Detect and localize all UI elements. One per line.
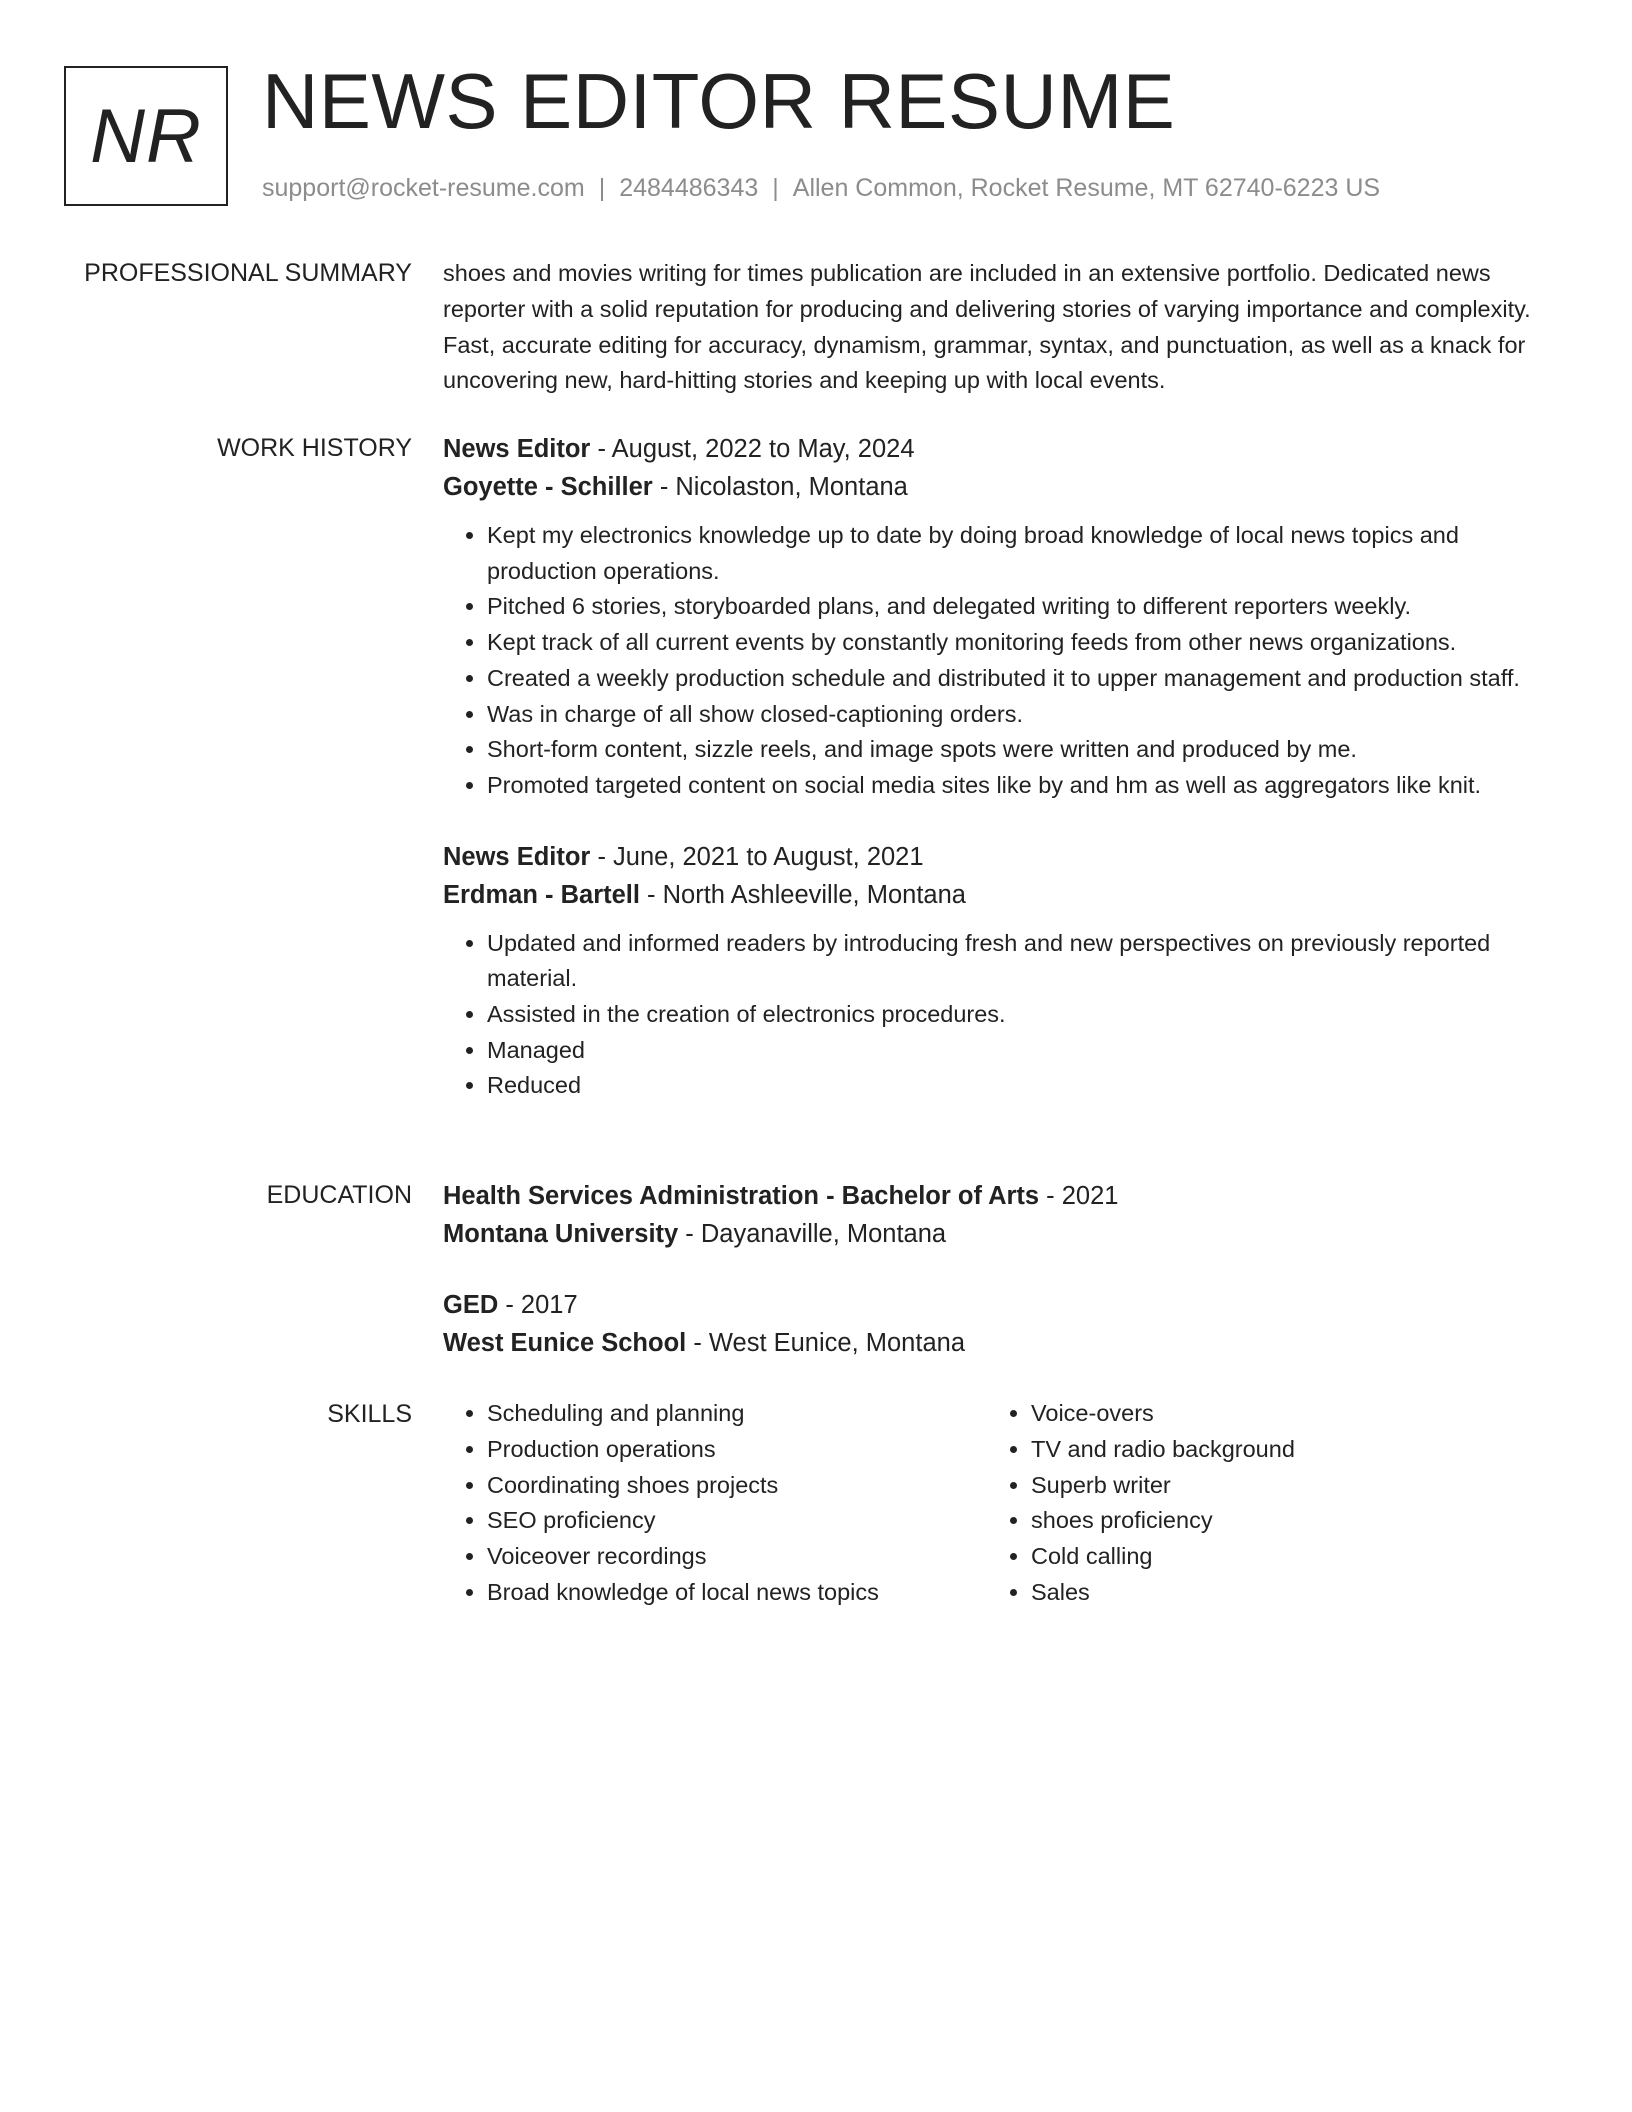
job-dates: - August, 2022 to May, 2024 — [590, 435, 915, 463]
job-bullet: • Managed — [487, 1033, 1555, 1069]
skill-item: • Coordinating shoes projects — [487, 1468, 987, 1504]
skill-item: • Superb writer — [1031, 1468, 1531, 1504]
contact-separator: | — [772, 174, 779, 202]
education-entry — [443, 1177, 1555, 1253]
education-body — [443, 1177, 1555, 1362]
skill-item: • TV and radio background — [1031, 1432, 1531, 1468]
job-bullets — [443, 518, 1555, 804]
job-bullet: • Updated and informed readers by introducing fresh and new perspectives on previously reported material. — [487, 926, 1555, 997]
job-bullet: • Assisted in the creation of electronics procedures. — [487, 997, 1555, 1033]
skill-item: • SEO proficiency — [487, 1503, 987, 1539]
skill-item: • Voiceover recordings — [487, 1539, 987, 1575]
skill-item: • Cold calling — [1031, 1539, 1531, 1575]
skill-item: • Voice-overs — [1031, 1396, 1531, 1432]
resume-title: NEWS EDITOR RESUME — [262, 57, 1176, 145]
job-company-line — [443, 876, 1555, 914]
job-bullet: • Short-form content, sizzle reels, and image spots were written and produced by me. — [487, 732, 1555, 768]
job-company: Erdman - Bartell — [443, 880, 640, 909]
education-year: - 2017 — [498, 1291, 578, 1319]
skills-columns — [443, 1396, 1555, 1611]
job-entry — [443, 430, 1555, 804]
summary-text: shoes and movies writing for times publication are included in an extensive portfolio. Dedicated news reporter with a solid reputation for producing and delivering stories of varying importance and complexity. Fast, accurate editing for accuracy, dynamism, grammar, syntax, and punctuation, as well as a knack for uncovering new, hard-hitting stories and keeping up with local events. — [443, 260, 1531, 394]
skills-list — [443, 1396, 987, 1611]
skills-list — [987, 1396, 1531, 1611]
job-title: News Editor — [443, 435, 591, 463]
section-label-education: EDUCATION — [266, 1181, 412, 1209]
skills-column-left — [443, 1396, 987, 1611]
contact-separator: | — [598, 174, 606, 202]
contact-phone: 2484486343 — [619, 174, 759, 202]
education-year: - 2021 — [1039, 1182, 1119, 1210]
education-school-line — [443, 1324, 1555, 1362]
education-degree-line — [443, 1177, 1555, 1215]
job-bullet: • Created a weekly production schedule and distributed it to upper management and production staff. — [487, 661, 1555, 697]
work-body — [443, 430, 1555, 1104]
job-entry — [443, 838, 1555, 1105]
section-label-work: WORK HISTORY — [217, 434, 412, 462]
education-school: West Eunice School — [443, 1329, 687, 1357]
job-dates: - June, 2021 to August, 2021 — [590, 842, 924, 871]
monogram: NR — [90, 93, 202, 179]
skill-item: • Sales — [1031, 1575, 1531, 1611]
job-bullet: • Pitched 6 stories, storyboarded plans, and delegated writing to different reporters weekly. — [487, 589, 1555, 625]
job-bullet: • Promoted targeted content on social media sites like by and hm as well as aggregators like knit. — [487, 768, 1555, 804]
contact-address: Allen Common, Rocket Resume, MT 62740-6223 US — [792, 174, 1381, 202]
education-degree: Health Services Administration - Bachelor of Arts — [443, 1182, 1040, 1210]
skill-item: • shoes proficiency — [1031, 1503, 1531, 1539]
job-bullet: • Kept my electronics knowledge up to date by doing broad knowledge of local news topics and production operations. — [487, 518, 1555, 589]
job-title: News Editor — [443, 842, 591, 871]
job-company-line — [443, 468, 1555, 506]
job-bullets — [443, 926, 1555, 1105]
job-company: Goyette - Schiller — [443, 473, 653, 501]
job-bullet: • Was in charge of all show closed-captioning orders. — [487, 697, 1555, 733]
education-entry — [443, 1286, 1555, 1362]
monogram-box — [64, 66, 228, 206]
education-location: - Dayanaville, Montana — [678, 1220, 947, 1248]
job-bullet: • Kept track of all current events by constantly monitoring feeds from other news organizations. — [487, 625, 1555, 661]
contact-email: support@rocket-resume.com — [262, 174, 585, 202]
job-location: - North Ashleeville, Montana — [639, 880, 966, 909]
education-degree-line — [443, 1286, 1555, 1324]
contact-line — [262, 172, 1380, 204]
job-location: - Nicolaston, Montana — [652, 473, 908, 501]
skill-item: • Scheduling and planning — [487, 1396, 987, 1432]
skills-column-right — [987, 1396, 1531, 1611]
section-label-skills: SKILLS — [327, 1400, 412, 1428]
education-school: Montana University — [443, 1220, 679, 1248]
job-bullet: • Reduced — [487, 1068, 1555, 1104]
skills-body — [443, 1396, 1555, 1611]
education-location: - West Eunice, Montana — [686, 1329, 965, 1357]
job-title-line — [443, 430, 1555, 468]
education-school-line — [443, 1215, 1555, 1253]
skill-item: • Production operations — [487, 1432, 987, 1468]
section-label-summary: PROFESSIONAL SUMMARY — [84, 259, 412, 287]
job-title-line — [443, 838, 1555, 876]
summary-body — [443, 255, 1555, 399]
education-degree: GED — [443, 1291, 499, 1319]
skill-item: • Broad knowledge of local news topics — [487, 1575, 987, 1611]
